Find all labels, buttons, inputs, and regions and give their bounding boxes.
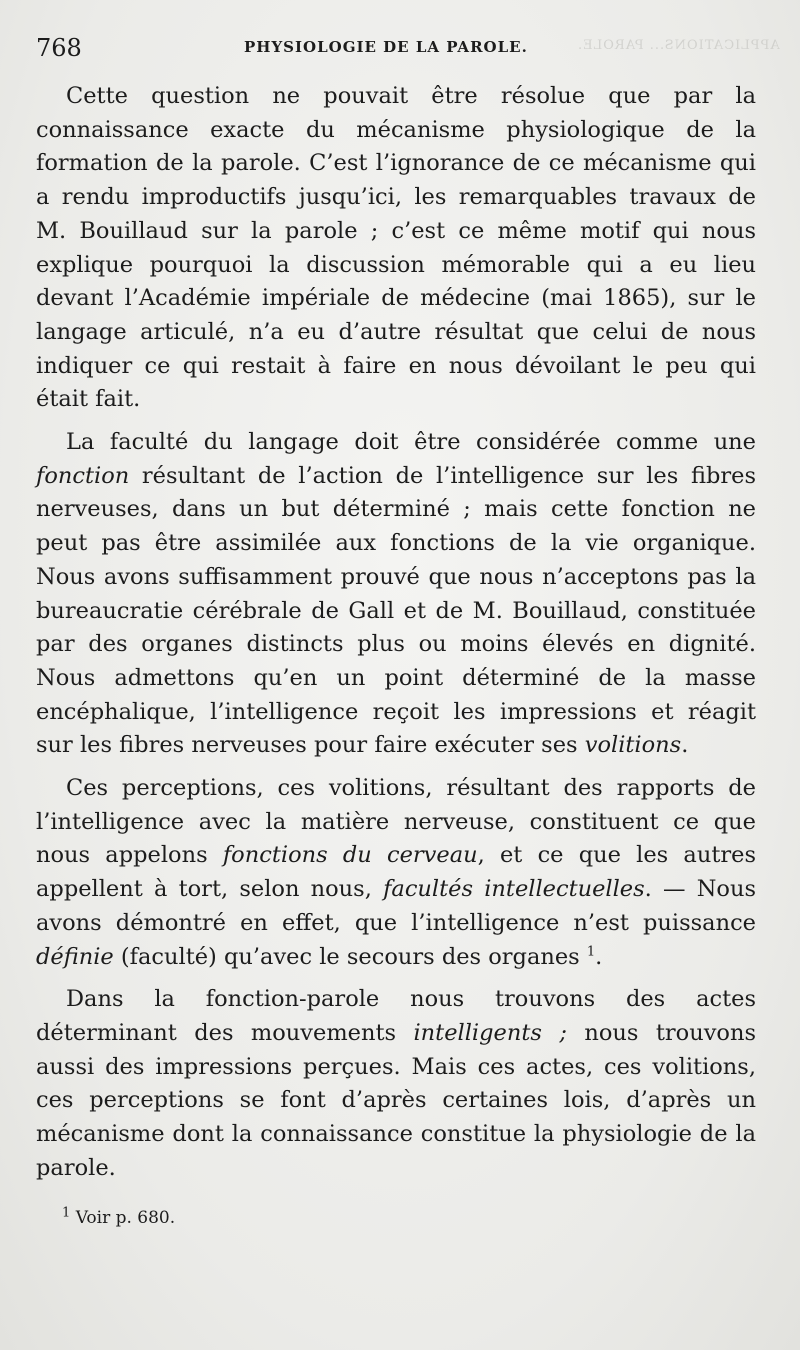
italic-text: volitions xyxy=(584,732,682,759)
text-run: . xyxy=(595,943,603,970)
footnote-reference: 1 xyxy=(586,944,596,960)
page-header xyxy=(36,34,766,74)
text-run: nous trouvons aussi des impressions perçues. Mais ces actes, ces volitions, ces perceptions se font d’après certaines lois, d’après un mécanisme dont la connaissance constitue la physiologie de la parole. xyxy=(36,1019,756,1181)
text-run: (faculté) qu’avec le secours des organes xyxy=(113,943,587,970)
italic-text: facultés intellectuelles xyxy=(383,876,645,903)
paragraph xyxy=(36,80,756,417)
running-head: PHYSIOLOGIE DE LA PAROLE. xyxy=(244,38,528,56)
footnote xyxy=(62,1205,176,1228)
paragraph xyxy=(36,772,756,974)
page-number: 768 xyxy=(36,34,82,62)
text-run: , et ce que les autres appellent à tort, selon nous, xyxy=(36,842,757,903)
text-run: Dans la fonction-parole nous trouvons des actes déterminant des mouvements xyxy=(36,986,756,1046)
text-run: La faculté du langage doit être considérée comme une xyxy=(66,429,756,456)
text-run: Ces perceptions, ces volitions, résultant des rapports de l’intelligence avec la matière nerveuse, constituent ce que nous appelons xyxy=(36,775,756,869)
show-through-text: APPLICATIONS... PAROLE. xyxy=(577,38,780,53)
footnote-text: Voir p. 680. xyxy=(75,1208,176,1228)
paragraph xyxy=(36,426,756,763)
italic-text: fonctions du cerveau xyxy=(222,842,478,869)
italic-text: intelligents ; xyxy=(413,1019,567,1046)
text-run: Cette question ne pouvait être résolue que par la connaissance exacte du mécanisme physiologique de la formation de la parole. C’est l’ignorance de ce mécanisme qui a rendu improductifs jusqu’ici, les remarquables travaux de M. Bouillaud sur la parole ; c’est ce même motif qui nous explique pourquoi la discussion mémorable qui a eu lieu devant l’Académie impériale de médecine (mai 1865), sur le langage articulé, n’a eu d’autre résultat que celui de nous indiquer ce qui restait à faire en nous dévoilant le peu qui était fait. xyxy=(36,83,756,413)
footnote-mark: 1 xyxy=(62,1205,71,1221)
text-run: . — Nous avons démontré en effet, que l’intelligence n’est puissance xyxy=(36,876,757,936)
italic-text: fonction xyxy=(36,462,130,489)
text-run: résultant de l’action de l’intelligence sur les fibres nerveuses, dans un but déterminé ; mais cette fonction ne peut pas être assimilée aux fonctions de la vie organique. Nous avons suffisamment prouvé que nous n’acceptons pas la bureaucratie cérébrale de Gall et de M. Bouillaud, constituée par des organes distincts plus ou moins élevés en dignité. Nous admettons qu’en un point déterminé de la masse encéphalique, l’intelligence reçoit les impressions et réagit sur les fibres nerveuses pour faire exécuter ses xyxy=(36,462,756,759)
body-text xyxy=(36,80,756,1186)
paragraph xyxy=(36,983,756,1185)
text-run: . xyxy=(681,732,689,759)
italic-text: définie xyxy=(36,943,114,970)
